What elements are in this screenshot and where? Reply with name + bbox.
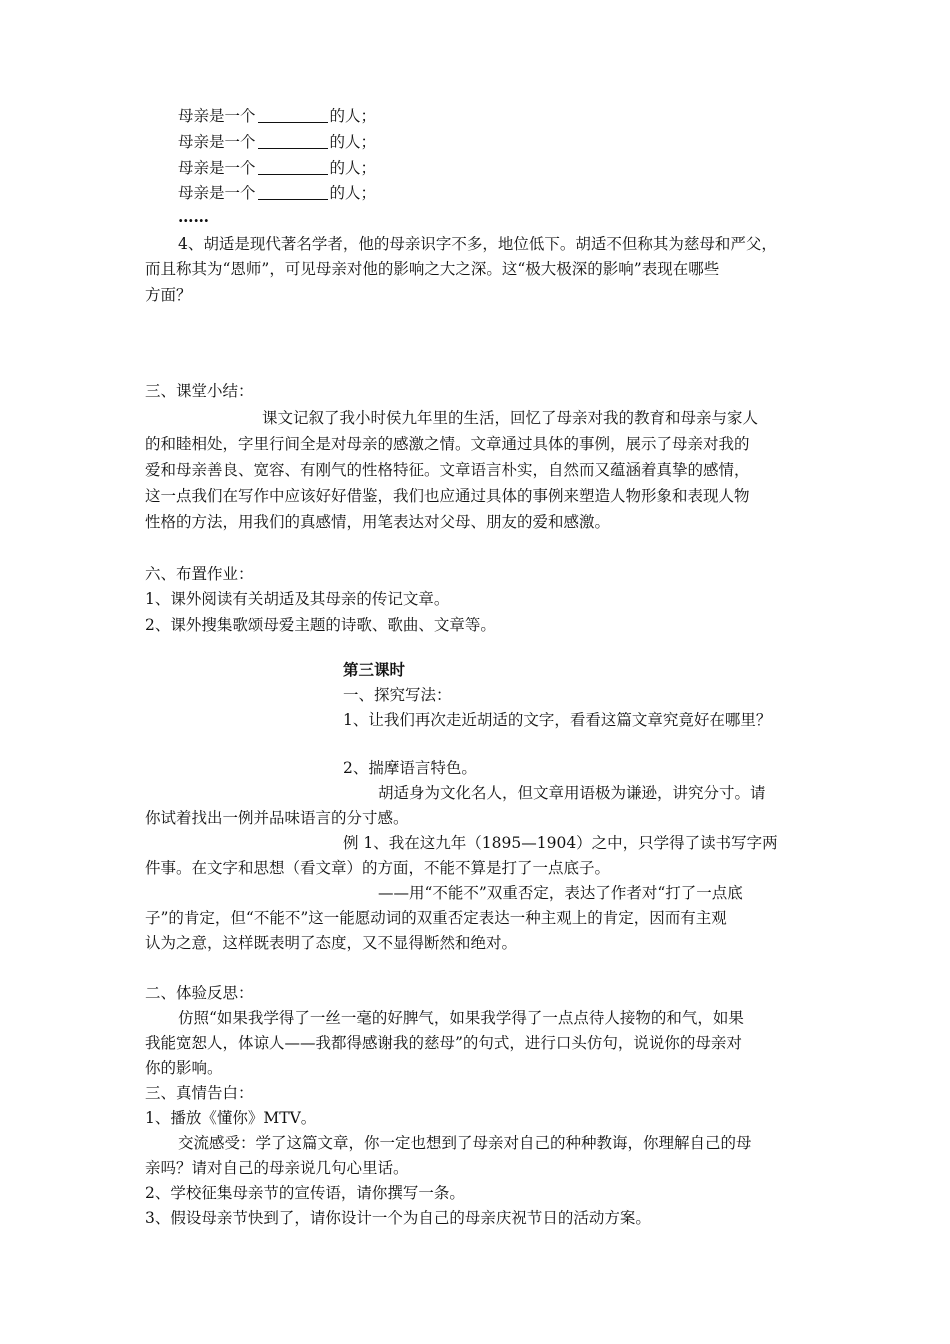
blank-suffix: 的人； xyxy=(329,159,377,177)
summary-line-2: 的和睦相处，字里行间全是对母亲的感激之情。文章通过具体的事例，展示了母亲对我的 xyxy=(145,435,750,453)
blank-suffix: 的人； xyxy=(329,107,377,125)
blank-line-2 xyxy=(178,129,376,155)
blank-line-3 xyxy=(178,155,376,181)
summary-line-5: 性格的方法，用我们的真感情，用笔表达对父母、朋友的爱和感激。 xyxy=(145,513,611,531)
blank-ellipsis: …… xyxy=(178,207,209,226)
analysis-line-3: 认为之意，这样既表明了态度，又不显得断然和绝对。 xyxy=(145,934,518,952)
homework-heading: 六、布置作业： xyxy=(145,565,254,583)
q4-line-2: 而且称其为“恩师”，可见母亲对他的影响之大之深。这“极大极深的影响”表现在哪些 xyxy=(145,260,720,278)
confess-heading: 三、真情告白： xyxy=(145,1084,254,1102)
example-1-line-2: 件事。在文字和思想（看文章）的方面，不能不算是打了一点底子。 xyxy=(145,859,611,877)
blank-suffix: 的人； xyxy=(329,133,377,151)
lesson3-para-1-line-1: 胡适身为文化名人，但文章用语极为谦逊，讲究分寸。请 xyxy=(378,784,766,802)
blank-prefix: 母亲是一个 xyxy=(178,159,256,177)
homework-item-2: 2、课外搜集歌颂母爱主题的诗歌、歌曲、文章等。 xyxy=(145,616,496,634)
blank-prefix: 母亲是一个 xyxy=(178,107,256,125)
reflect-line-3: 你的影响。 xyxy=(145,1059,223,1077)
q4-line-3: 方面？ xyxy=(145,286,192,304)
lesson3-section-1: 一、探究写法： xyxy=(343,686,452,704)
analysis-line-1: ——用“不能不”双重否定，表达了作者对“打了一点底 xyxy=(378,884,743,902)
summary-line-1: 课文记叙了我小时侯九年里的生活，回忆了母亲对我的教育和母亲与家人 xyxy=(262,409,759,427)
blank-line-4 xyxy=(178,180,376,206)
lesson3-question-2: 2、揣摩语言特色。 xyxy=(343,759,477,777)
summary-line-4: 这一点我们在写作中应该好好借鉴，我们也应通过具体的事例来塑造人物形象和表现人物 xyxy=(145,487,750,505)
confess-item-1-line-1: 交流感受：学了这篇文章，你一定也想到了母亲对自己的种种教诲，你理解自己的母 xyxy=(178,1134,752,1152)
lesson3-para-1-line-2: 你试着找出一例并品味语言的分寸感。 xyxy=(145,809,409,827)
homework-item-1: 1、课外阅读有关胡适及其母亲的传记文章。 xyxy=(145,590,450,608)
reflect-line-2: 我能宽恕人，体谅人——我都得感谢我的慈母”的句式，进行口头仿句，说说你的母亲对 xyxy=(145,1034,742,1052)
example-1-line-1: 例 1、我在这九年（1895—1904）之中，只学得了读书写字两 xyxy=(343,834,778,852)
confess-item-2: 2、学校征集母亲节的宣传语，请你撰写一条。 xyxy=(145,1184,465,1202)
blank-prefix: 母亲是一个 xyxy=(178,133,256,151)
reflect-heading: 二、体验反思： xyxy=(145,984,254,1002)
fill-blank xyxy=(258,158,328,175)
q4-line-1: 4、胡适是现代著名学者，他的母亲识字不多，地位低下。胡适不但称其为慈母和严父， xyxy=(178,235,777,253)
summary-heading: 三、课堂小结： xyxy=(145,382,254,400)
analysis-line-2: 子”的肯定，但“不能不”这一能愿动词的双重否定表达一种主观上的肯定，因而有主观 xyxy=(145,909,727,927)
fill-blank xyxy=(258,106,328,123)
fill-blank xyxy=(258,183,328,200)
reflect-line-1: 仿照“如果我学得了一丝一毫的好脾气，如果我学得了一点点待人接物的和气，如果 xyxy=(178,1009,744,1027)
confess-item-1: 1、播放《懂你》MTV。 xyxy=(145,1109,317,1127)
confess-item-3: 3、假设母亲节快到了，请你设计一个为自己的母亲庆祝节日的活动方案。 xyxy=(145,1209,651,1227)
blank-suffix: 的人； xyxy=(329,184,377,202)
blank-prefix: 母亲是一个 xyxy=(178,184,256,202)
confess-item-1-line-2: 亲吗？请对自己的母亲说几句心里话。 xyxy=(145,1159,409,1177)
lesson3-question-1: 1、让我们再次走近胡适的文字，看看这篇文章究竟好在哪里？ xyxy=(343,711,772,729)
summary-line-3: 爱和母亲善良、宽容、有刚气的性格特征。文章语言朴实，自然而又蕴涵着真挚的感情， xyxy=(145,461,750,479)
fill-blank xyxy=(258,132,328,149)
blank-line-1 xyxy=(178,103,376,129)
lesson3-title: 第三课时 xyxy=(343,660,406,679)
